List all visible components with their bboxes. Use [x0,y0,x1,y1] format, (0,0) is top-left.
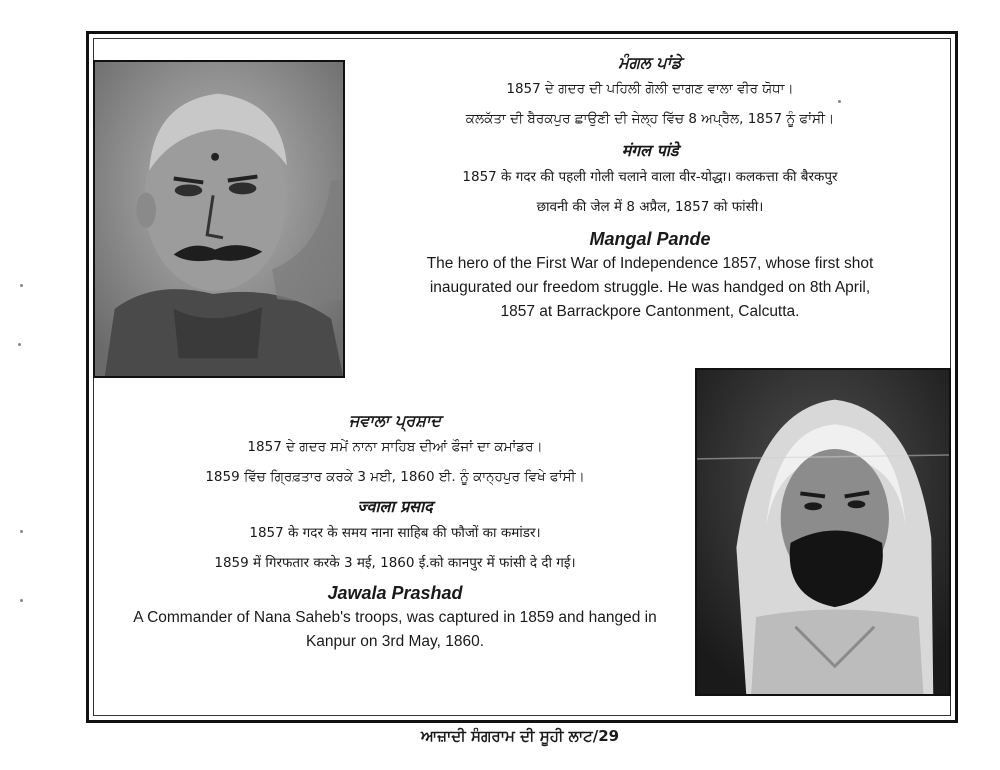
jawala-prashad-title-english: Jawala Prashad [327,583,463,603]
mangal-pande-title-hindi: मंगल पांडे [621,141,679,160]
mangal-pande-title-english: Mangal Pande [589,229,711,249]
jawala-prashad-text-block [100,410,690,654]
jawala-prashad-title-punjabi: ਜਵਾਲਾ ਪ੍ਰਸ਼ਾਦ [348,411,442,430]
mangal-pande-hindi-line: 1857 के गदर की पहली गोली चलाने वाला वीर-योद्धा। कलकत्ता की बैरकपुर [462,169,838,185]
mangal-pande-hindi-line: छावनी की जेल में 8 अप्रैल, 1857 को फांसी। [536,199,764,215]
jawala-prashad-punjabi-line: 1859 ਵਿੱਚ ਗ੍ਰਿਫ਼ਤਾਰ ਕਰਕੇ 3 ਮਈ, 1860 ਈ. ਨੂੰ ਕਾਨ੍ਹਪੁਰ ਵਿਖੇ ਫਾਂਸੀ। [205,469,585,485]
scan-speck [18,343,21,346]
jawala-prashad-english-line: A Commander of Nana Saheb's troops, was captured in 1859 and hanged in [133,609,657,626]
mangal-pande-english-line: inaugurated our freedom struggle. He was handged on 8th April, [429,279,871,296]
jawala-prashad-hindi-line: 1859 में गिरफतार करके 3 मई, 1860 ई.को कानपुर में फांसी दे दी गई। [214,555,576,571]
jawala-prashad-hindi-line: 1857 के गदर के समय नाना साहिब की फौजों का कमांडर। [249,525,541,541]
jawala-prashad-portrait [695,368,951,696]
mangal-pande-english-line: The hero of the First War of Independence 1857, whose first shot [426,255,874,272]
jawala-prashad-english-line: Kanpur on 3rd May, 1860. [305,633,485,650]
scan-speck [20,599,23,602]
page-footer: ਆਜ਼ਾਦੀ ਸੰਗਰਾਮ ਦੀ ਸੂਹੀ ਲਾਟ/29 [420,727,620,745]
mangal-pande-punjabi-line: ਕਲਕੱਤਾ ਦੀ ਬੈਰਕਪੁਰ ਛਾਉਣੀ ਦੀ ਜੇਲ੍ਹ ਵਿੱਚ 8 ਅਪ੍ਰੈਲ, 1857 ਨੂੰ ਫਾਂਸੀ। [465,111,835,127]
mangal-pande-punjabi-line: 1857 ਦੇ ਗਦਰ ਦੀ ਪਹਿਲੀ ਗੋਲੀ ਦਾਗਣ ਵਾਲਾ ਵੀਰ ਯੋਧਾ। [506,81,794,97]
scan-speck [20,284,23,287]
jawala-prashad-punjabi-line: 1857 ਦੇ ਗਦਰ ਸਮੇਂ ਨਾਨਾ ਸਾਹਿਬ ਦੀਆਂ ਫੌਜਾਂ ਦਾ ਕਮਾਂਡਰ। [247,439,543,455]
scan-speck [20,530,23,533]
mangal-pande-portrait [93,60,345,378]
mangal-pande-title-punjabi: ਮੰਗਲ ਪਾਂਡੇ [618,53,682,72]
jawala-prashad-title-hindi: ज्वाला प्रसाद [357,497,433,516]
mangal-pande-text-block [380,52,920,324]
mangal-pande-english-line: 1857 at Barrackpore Cantonment, Calcutta. [500,303,800,320]
